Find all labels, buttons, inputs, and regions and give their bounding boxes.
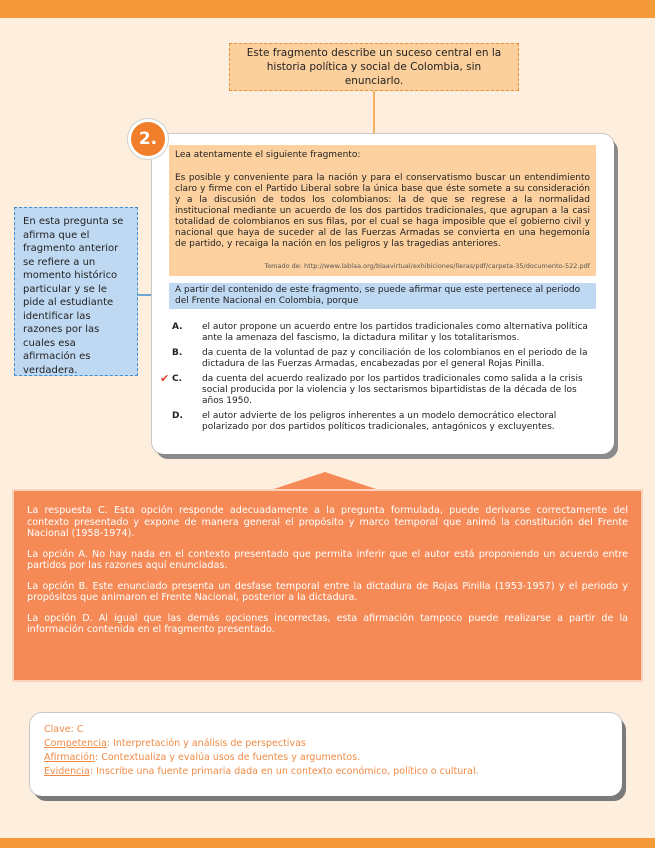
callout-top-text: Este fragmento describe un suceso central en la historia política y social de Colombia, sin enunciarlo. — [246, 47, 502, 87]
evidencia-label: Evidencia — [44, 766, 90, 777]
question-number: 2. — [128, 119, 168, 159]
answer-explanation — [14, 491, 641, 680]
top-bar — [0, 0, 655, 18]
explanation-b: La opción B. Este enunciado presenta un desfase temporal entre la dictadura de Rojas Pinilla (1953-1957) y el periodo y propósitos que animaron el Frente Nacional, posterior a la dictadura. — [27, 580, 628, 603]
option-text: da cuenta de la voluntad de paz y conciliación de los colombianos en el periodo de la dictadura de las Fuerzas Armadas, encabezadas por el general Rojas Pinilla. — [202, 348, 588, 369]
option-b[interactable] — [172, 348, 592, 370]
option-letter-wrap — [160, 372, 202, 407]
competencia-line — [44, 737, 608, 751]
option-text: el autor propone un acuerdo entre los partidos tradicionales como alternativa política ante la amenaza del fascismo, la dictadura militar y los totalitarismos. — [202, 322, 588, 343]
evidencia-line — [44, 765, 608, 779]
fragment-body: Es posible y conveniente para la nación y para el conservatismo buscar un entendimiento claro y firme con el Partido Liberal sobre la única base que éste somete a su consideración y a la discusión de todos los colombianos: la de que se regrese a la normalidad institucional mediante un acuerdo de los dos partidos tradicionales, que agrupan a la casi totalidad de colombianos en sus filas, por el cual se haga imposible que el gobierno civil y nacional que haya de suceder al de las Fuerzas Armadas se convierta en una hegemonía de partido, y recaiga la nación en los peligros y las tragedias anteriores. — [175, 173, 590, 249]
afirmacion-line — [44, 751, 608, 765]
callout-left — [14, 207, 138, 376]
explanation-c: La respuesta C. Esta opción responde adecuadamente a la pregunta formulada, puede derivarse correctamente del contexto presentado y expone de manera general el propósito y marco temporal que animó la constitución del Frente Nacional (1958-1974). — [27, 505, 628, 539]
explanation-d: La opción D. Al igual que las demás opciones incorrectas, esta afirmación tampoco puede realizarse a partir de la información contenida en el fragmento presentado. — [27, 612, 628, 635]
afirmacion-text: : Contextualiza y evalúa usos de fuentes y argumentos. — [95, 752, 361, 763]
clave-line: Clave: C — [44, 724, 84, 735]
afirmacion-label: Afirmación — [44, 752, 95, 763]
fragment-source: Tomado de: http://www.lablaa.org/blaavirtual/exhibiciones/lleras/pdf/carpeta-35/documento-522.pdf — [264, 262, 590, 270]
option-d[interactable] — [172, 411, 592, 433]
answer-key-box — [30, 713, 622, 796]
competencia-label: Competencia — [44, 738, 107, 749]
option-letter: B. — [172, 348, 183, 358]
options-list — [160, 322, 592, 437]
callout-top — [229, 43, 519, 91]
option-letter: A. — [172, 322, 183, 332]
option-text: da cuenta del acuerdo realizado por los partidos tradicionales como salida a la crisis social producida por la violencia y los sectarismos bipartidistas de la década de los años 1950. — [202, 374, 583, 406]
question-stem: A partir del contenido de este fragmento, se puede afirmar que este pertenece al periodo del Frente Nacional en Colombia, porque — [169, 283, 596, 309]
option-c[interactable] — [160, 372, 592, 407]
option-letter: C. — [172, 374, 183, 384]
option-text: el autor advierte de los peligros inherentes a un modelo democrático electoral polarizado por dos partidos políticos tradicionales, antagónicos y excluyentes. — [202, 411, 557, 432]
option-a[interactable] — [172, 322, 592, 344]
option-letter: D. — [172, 411, 183, 421]
bottom-bar — [0, 838, 655, 848]
explanation-a: La opción A. No hay nada en el contexto presentado que permita inferir que el autor está proponiendo un acuerdo entre partidos por las razones aquí enunciadas. — [27, 548, 628, 571]
fragment-box — [169, 145, 596, 276]
competencia-text: : Interpretación y análisis de perspectivas — [106, 738, 306, 749]
evidencia-text: : Inscribe una fuente primaria dada en un contexto económico, político o cultural. — [89, 766, 479, 777]
checkmark-icon: ✔ — [160, 372, 170, 385]
callout-left-text: En esta pregunta se afirma que el fragmento anterior se refiere a un momento histórico particular y se le pide al estudiante identificar las razones por las cuales esa afirmación es verdadera. — [23, 216, 124, 376]
fragment-lead: Lea atentamente el siguiente fragmento: — [175, 150, 361, 160]
